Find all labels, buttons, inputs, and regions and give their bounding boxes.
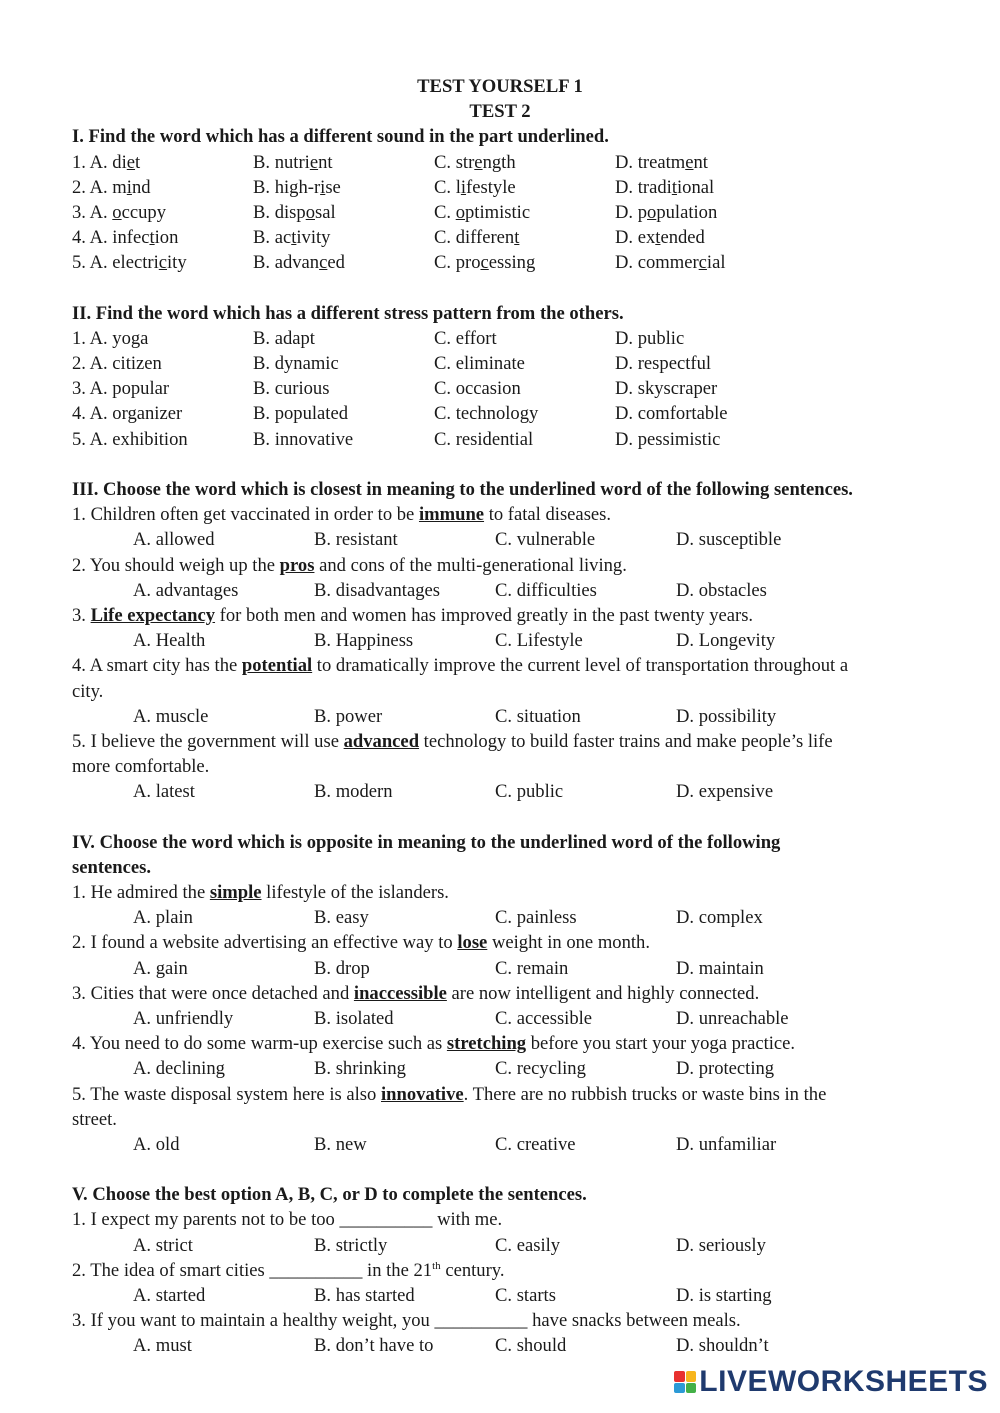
text-pre: 1. He admired the: [72, 882, 210, 903]
option-text: B. advan: [253, 252, 320, 274]
keyword: immune: [418, 504, 485, 526]
option-text: D. commer: [615, 252, 699, 274]
option: 4. A. organizer: [72, 403, 183, 425]
option-text: 3. A.: [72, 201, 113, 223]
options-row: [72, 1233, 928, 1258]
section5-question-2: [72, 1258, 928, 1308]
option: D. skyscraper: [615, 378, 718, 400]
text-post: . There are no rubbish trucks or waste bins in the: [463, 1083, 827, 1105]
option: [434, 250, 535, 275]
underlined-letter: t: [655, 227, 661, 249]
option-text: C.: [434, 201, 456, 223]
options-row: [72, 1006, 928, 1031]
sound-row: [72, 175, 928, 200]
text-pre: 4. A smart city has the: [72, 655, 242, 677]
option: A. advantages: [133, 579, 239, 601]
option-text: sal: [315, 201, 336, 223]
option: C. situation: [495, 705, 581, 727]
option-text: ended: [660, 227, 705, 249]
underlined-letter: e: [474, 151, 483, 173]
section2-heading: II. Find the word which has a different stress pattern from the others.: [72, 302, 624, 324]
stress-row: [72, 376, 928, 401]
option: A. gain: [133, 957, 188, 979]
option-text: C. differen: [434, 227, 515, 249]
text-post: for both men and women has improved greatly in the past twenty years.: [215, 604, 754, 626]
sound-row: [72, 250, 928, 275]
text-post: and cons of the multi-generational living.: [314, 554, 627, 576]
question-text: [72, 603, 928, 628]
options-row: [72, 704, 928, 729]
question-text-cont: street.: [72, 1108, 117, 1130]
option: [253, 175, 341, 200]
section3-question-5: [72, 729, 928, 805]
question-text: [72, 981, 928, 1006]
option: [434, 200, 530, 225]
text-pre: 3.: [72, 604, 91, 626]
underlined-letter: o: [647, 201, 657, 223]
text-pre: 5. The waste disposal system here is also: [72, 1083, 381, 1105]
option: D. obstacles: [676, 579, 767, 601]
keyword: pros: [279, 554, 315, 576]
section5-question-1: [72, 1207, 928, 1257]
option: C. vulnerable: [495, 529, 596, 551]
logo-square-2: [686, 1371, 697, 1382]
option: A. Health: [133, 630, 206, 652]
option: [253, 200, 336, 225]
question-text-cont: more comfortable.: [72, 756, 210, 778]
liveworksheets-logo: [674, 1365, 988, 1399]
option: [72, 175, 151, 200]
option-text: pulation: [656, 201, 718, 223]
stress-row: [72, 326, 928, 351]
option: D. seriously: [676, 1234, 766, 1256]
logo-square-4: [686, 1383, 697, 1394]
option: C. effort: [434, 327, 497, 349]
section1-rows: [72, 150, 928, 276]
underlined-letter: c: [319, 252, 328, 274]
options-row: [72, 527, 928, 552]
option: D. complex: [676, 907, 763, 929]
underlined-letter: i: [320, 176, 326, 198]
text-pre: 5. I believe the government will use: [72, 730, 344, 752]
options-row: [72, 1333, 928, 1358]
section4-question-2: [72, 930, 928, 980]
question-text-cont: city.: [72, 680, 104, 702]
question-text: [72, 930, 928, 955]
option-text: 5. A. electri: [72, 252, 159, 274]
option: D. susceptible: [676, 529, 782, 551]
underlined-letter: o: [455, 201, 465, 223]
option: A. latest: [133, 781, 195, 803]
keyword: Life expectancy: [90, 604, 216, 626]
section3-question-3: [72, 603, 928, 653]
option-text: nt: [693, 151, 708, 173]
option: A. declining: [133, 1058, 225, 1080]
option-text: ivity: [296, 227, 331, 249]
section4-question-4: [72, 1031, 928, 1081]
question-text: [72, 1258, 928, 1283]
section5-heading: V. Choose the best option A, B, C, or D to complete the sentences.: [72, 1184, 587, 1206]
option: A. plain: [133, 907, 193, 929]
option-text: B. high-r: [253, 176, 321, 198]
options-row: [72, 779, 928, 804]
option-text: C. str: [434, 151, 475, 173]
option: [615, 250, 726, 275]
option: C. recycling: [495, 1058, 586, 1080]
option-text: D. p: [615, 201, 648, 223]
logo-brand-text: LIVEWORKSHEETS: [699, 1365, 988, 1398]
option: [72, 200, 166, 225]
option: B. has started: [314, 1285, 415, 1306]
option: A. unfriendly: [133, 1007, 234, 1029]
option: B. dynamic: [253, 353, 339, 375]
section4-heading-cont: sentences.: [72, 856, 152, 878]
option: [615, 175, 714, 200]
text-post: to dramatically improve the current level of transportation throughout a: [312, 655, 849, 677]
option: [72, 250, 187, 275]
option: D. shouldn’t: [676, 1335, 769, 1357]
text-pre: 4. You need to do some warm-up exercise such as: [72, 1033, 447, 1055]
option: [615, 225, 705, 250]
option: C. remain: [495, 957, 569, 979]
option-text: ed: [327, 252, 345, 274]
option: C. should: [495, 1335, 567, 1357]
option: D. expensive: [676, 781, 774, 803]
sound-row: [72, 150, 928, 175]
option: C. residential: [434, 428, 534, 450]
option: [72, 225, 178, 250]
option-text: 4. A. infec: [72, 227, 150, 249]
option: D. unreachable: [676, 1007, 789, 1029]
option: C. public: [495, 781, 564, 803]
options-row: [72, 956, 928, 981]
keyword: lose: [457, 932, 488, 954]
logo-square-3: [674, 1383, 685, 1394]
text-pre: 2. The idea of smart cities __________ in the 21: [72, 1259, 433, 1281]
section4-question-3: [72, 981, 928, 1031]
sound-row: [72, 200, 928, 225]
question-text: [72, 553, 928, 578]
option: [253, 150, 333, 175]
stress-row: [72, 401, 928, 426]
option: C. easily: [495, 1234, 561, 1256]
underlined-letter: e: [126, 151, 136, 173]
option: B. isolated: [314, 1007, 394, 1029]
options-row: [72, 578, 928, 603]
option: 2. A. citizen: [72, 353, 162, 375]
keyword: simple: [209, 882, 262, 903]
option: B. Happiness: [314, 630, 414, 652]
option: B. new: [314, 1133, 367, 1155]
superscript: th: [432, 1259, 441, 1272]
option: C. Lifestyle: [495, 630, 583, 652]
underlined-letter: o: [112, 201, 122, 223]
underlined-letter: t: [671, 176, 677, 198]
section4-heading: IV. Choose the word which is opposite in meaning to the underlined word of the following: [72, 831, 781, 853]
worksheet-page: [72, 74, 928, 1359]
option: B. resistant: [314, 529, 398, 551]
text-post: to fatal diseases.: [484, 504, 612, 526]
question-text: [72, 1031, 928, 1056]
option: [615, 200, 717, 225]
option: C. starts: [495, 1285, 556, 1306]
option: A. must: [133, 1335, 192, 1357]
page-subtitle: TEST 2: [469, 101, 531, 123]
stress-row: [72, 351, 928, 376]
sound-row: [72, 225, 928, 250]
text-post: lifestyle of the islanders.: [261, 882, 449, 903]
option: C. painless: [495, 907, 577, 929]
option: D. public: [615, 327, 685, 349]
question-text: [72, 653, 928, 678]
question-text: 1. I expect my parents not to be too __________ with me.: [72, 1209, 503, 1231]
text-post: technology to build faster trains and make people’s life: [419, 730, 833, 752]
option: B. curious: [253, 378, 330, 400]
section5-question-3: [72, 1308, 928, 1358]
option: A. started: [133, 1285, 206, 1306]
option: B. populated: [253, 403, 349, 425]
underlined-letter: i: [126, 176, 132, 198]
question-text: 3. If you want to maintain a healthy weight, you __________ have snacks between meals.: [72, 1310, 741, 1332]
option: D. respectful: [615, 353, 712, 375]
keyword: potential: [241, 655, 313, 677]
section4-question-5: [72, 1082, 928, 1158]
section3-question-1: [72, 502, 928, 552]
option-text: ional: [676, 176, 715, 198]
text-pre: 1. Children often get vaccinated in order to be: [72, 504, 419, 526]
option: D. protecting: [676, 1058, 775, 1080]
option: A. muscle: [133, 705, 209, 727]
underlined-letter: c: [158, 252, 168, 274]
option-text: ity: [167, 252, 187, 274]
options-row: [72, 905, 928, 930]
option: [434, 225, 519, 250]
underlined-letter: t: [514, 227, 520, 249]
option: [253, 225, 330, 250]
section3-question-2: [72, 553, 928, 603]
option: D. unfamiliar: [676, 1133, 777, 1155]
option-text: 1. A. di: [72, 151, 127, 173]
option: [434, 150, 516, 175]
option: B. innovative: [253, 428, 354, 450]
option: D. comfortable: [615, 403, 728, 425]
option: B. easy: [314, 907, 369, 929]
option: A. old: [133, 1133, 180, 1155]
option: B. disadvantages: [314, 579, 440, 601]
section3-heading: III. Choose the word which is closest in meaning to the underlined word of the following sentences.: [72, 479, 853, 500]
option: D. Longevity: [676, 630, 776, 652]
option: 5. A. exhibition: [72, 428, 188, 450]
option-text: nd: [131, 176, 151, 198]
option: B. don’t have to: [314, 1335, 434, 1357]
section4-question-1: [72, 880, 928, 930]
underlined-letter: e: [685, 151, 694, 173]
keyword: advanced: [343, 730, 420, 752]
option: C. accessible: [495, 1007, 593, 1029]
question-text: [72, 502, 928, 527]
option: B. power: [314, 705, 383, 727]
option: [434, 175, 516, 200]
section2-rows: [72, 326, 928, 452]
option-text: C. pro: [434, 252, 481, 274]
logo-square-1: [674, 1371, 685, 1382]
option: C. difficulties: [495, 579, 597, 601]
option: B. drop: [314, 957, 370, 979]
underlined-letter: i: [460, 176, 467, 198]
section1-heading: I. Find the word which has a different sound in the part underlined.: [72, 126, 609, 148]
text-pre: 2. You should weigh up the: [72, 554, 280, 576]
option: A. strict: [133, 1234, 193, 1256]
question-text: [72, 1082, 928, 1107]
options-row: [72, 1132, 928, 1157]
option-text: essing: [488, 252, 536, 274]
underlined-letter: t: [291, 227, 297, 249]
option: D. possibility: [676, 705, 777, 727]
option-text: ngth: [482, 151, 516, 173]
option-text: ial: [706, 252, 726, 274]
option: B. shrinking: [314, 1058, 406, 1080]
underlined-letter: e: [309, 151, 319, 173]
underlined-letter: c: [480, 252, 489, 274]
underlined-letter: o: [305, 201, 315, 223]
option-text: B. nutri: [253, 151, 310, 173]
option: B. adapt: [253, 327, 315, 349]
option: D. is starting: [676, 1285, 772, 1306]
option-text: D. treatm: [615, 151, 686, 173]
text-post: are now intelligent and highly connected.: [446, 982, 760, 1004]
option: C. creative: [495, 1133, 576, 1155]
option-text: festyle: [466, 176, 516, 198]
option-text: t: [135, 151, 141, 173]
option-text: D. tradi: [615, 176, 672, 198]
text-post: century.: [440, 1259, 505, 1281]
option: D. maintain: [676, 957, 764, 979]
text-post: weight in one month.: [487, 932, 650, 954]
option-text: ptimistic: [465, 201, 531, 223]
options-row: [72, 1056, 928, 1081]
text-pre: 2. I found a website advertising an effective way to: [72, 932, 458, 954]
option: D. pessimistic: [615, 428, 721, 450]
option-text: ion: [154, 227, 179, 249]
option: B. strictly: [314, 1234, 388, 1256]
options-row: [72, 1283, 928, 1308]
option-text: B. disp: [253, 201, 306, 223]
stress-row: [72, 427, 928, 452]
logo-mark-icon: [674, 1371, 696, 1393]
option: [253, 250, 345, 275]
option: C. eliminate: [434, 353, 525, 375]
text-pre: 3. Cities that were once detached and: [72, 982, 354, 1004]
option: C. technology: [434, 403, 539, 425]
keyword: inaccessible: [353, 982, 447, 1004]
option-text: 2. A. m: [72, 176, 127, 198]
option-text: se: [325, 176, 341, 198]
underlined-letter: t: [149, 227, 155, 249]
question-text: [72, 880, 928, 905]
option-text: ccupy: [121, 201, 166, 223]
option: A. allowed: [133, 529, 215, 551]
option: [615, 150, 708, 175]
option: C. occasion: [434, 378, 521, 400]
option: 3. A. popular: [72, 378, 170, 400]
text-post: before you start your yoga practice.: [526, 1033, 796, 1055]
option: [72, 150, 140, 175]
option-text: B. ac: [253, 227, 292, 249]
page-title: TEST YOURSELF 1: [417, 76, 583, 97]
option-text: nt: [318, 151, 333, 173]
underlined-letter: c: [698, 252, 707, 274]
keyword: innovative: [381, 1083, 464, 1105]
keyword: stretching: [446, 1033, 527, 1055]
question-text: [72, 729, 928, 754]
option: B. modern: [314, 781, 393, 803]
option-text: D. ex: [615, 227, 656, 249]
option-text: C. l: [434, 176, 461, 198]
options-row: [72, 628, 928, 653]
section3-question-4: [72, 653, 928, 729]
option: 1. A. yoga: [72, 327, 149, 349]
